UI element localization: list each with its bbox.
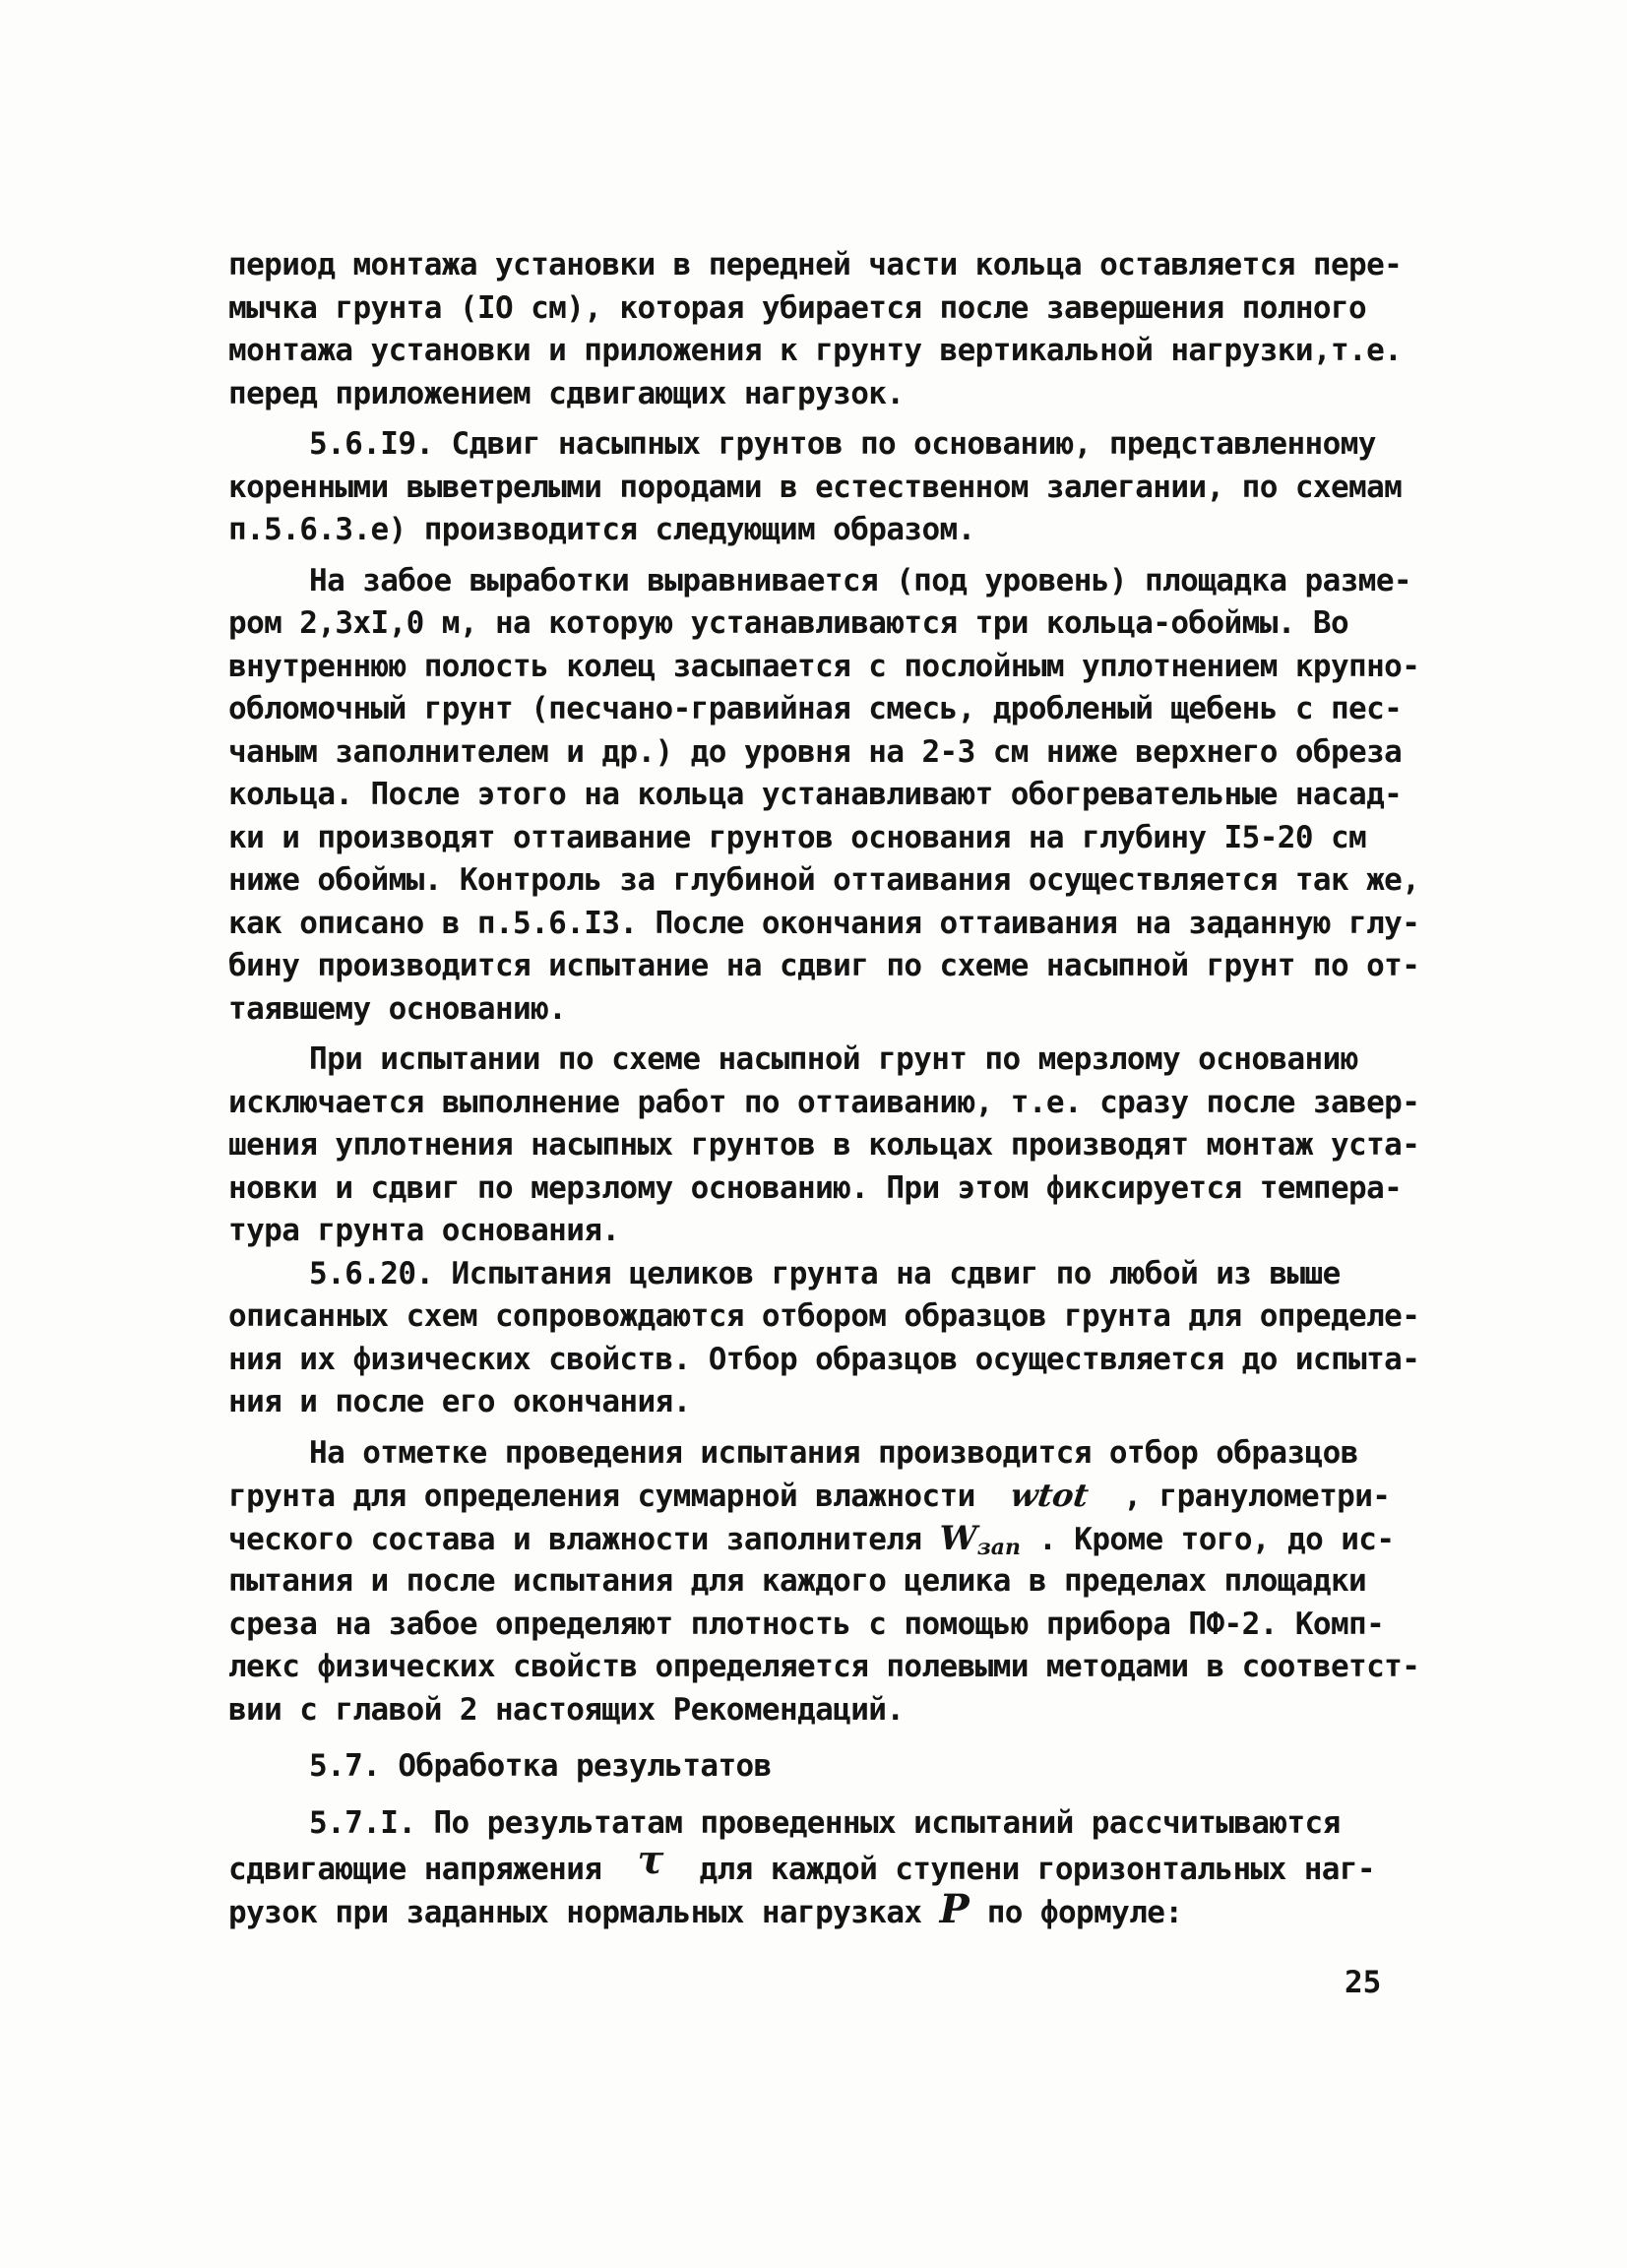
text-line: ния и после его окончания. <box>228 1384 691 1419</box>
text-line-with-symbol <box>228 1518 1409 1561</box>
text-line: период монтажа установки в передней части кольца оставляется пере- <box>228 247 1403 283</box>
text-line: кольца. После этого на кольца устанавливают обогревательные насад- <box>228 777 1403 812</box>
text-line: монтажа установки и приложения к грунту вертикальной нагрузки,т.е. <box>228 333 1403 368</box>
w-tot-subscript: tot <box>1034 1477 1092 1514</box>
text-fragment: по формуле: <box>986 1894 1183 1930</box>
section-5-7-1-heading-line: 5.7.I. По результатам проведенных испытаний рассчитываются <box>309 1804 1341 1841</box>
p-symbol: P <box>939 1885 970 1932</box>
text-line: обломочный грунт (песчано-гравийная смесь, дробленый щебень с пес- <box>228 691 1403 726</box>
text-line: среза на забое определяют плотность с помощью прибора ПФ-2. Комп- <box>228 1606 1385 1642</box>
text-line: При испытании по схеме насыпной грунт по мерзлому основанию <box>309 1041 1358 1077</box>
text-fragment: сдвигающие напряжения <box>228 1852 602 1887</box>
section-5-6-19-heading-line: 5.6.I9. Сдвиг насыпных грунтов по основанию, представленному <box>309 426 1376 462</box>
text-line: На забое выработки выравнивается (под уровень) площадка разме- <box>309 562 1411 598</box>
text-line: п.5.6.3.е) производится следующим образом. <box>228 512 975 547</box>
text-line: ниже обоймы. Контроль за глубиной оттаивания осуществляется так же, <box>228 862 1420 898</box>
text-line: исключается выполнение работ по оттаиванию, т.е. сразу после завер- <box>228 1084 1420 1120</box>
text-line: описанных схем сопровождаются отбором образцов грунта для определе- <box>228 1298 1420 1334</box>
text-fragment: для каждой ступени горизонтальных наг- <box>699 1852 1375 1887</box>
text-line: таявшему основанию. <box>228 990 567 1027</box>
text-line: На отметке проведения испытания производится отбор образцов <box>309 1434 1358 1471</box>
text-line: чаным заполнителем и др.) до уровня на 2-3 см ниже верхнего обреза <box>228 733 1403 770</box>
text-fragment: грунта для определения суммарной влажности <box>228 1479 975 1514</box>
text-line: вии с главой 2 настоящих Рекомендаций. <box>228 1691 905 1728</box>
text-line: внутреннюю полость колец засыпается с послойным уплотнением крупно- <box>228 648 1420 684</box>
section-5-6-20-heading-line: 5.6.20. Испытания целиков грунта на сдвиг по любой из выше <box>309 1255 1341 1292</box>
text-line: пытания и после испытания для каждого целика в пределах площадки <box>228 1563 1367 1599</box>
tau-symbol: τ <box>637 1837 664 1883</box>
section-5-7-heading: 5.7. Обработка результатов <box>309 1748 772 1784</box>
text-line: как описано в п.5.6.I3. После окончания оттаивания на заданную глу- <box>228 905 1420 941</box>
w-tot-symbol <box>1008 1475 1092 1518</box>
text-line: бину производится испытание на сдвиг по схеме насыпной грунт по от- <box>228 948 1420 983</box>
text-fragment: . Кроме того, до ис- <box>1038 1521 1395 1557</box>
text-line: шения уплотнения насыпных грунтов в кольцах производят монтаж уста- <box>228 1127 1420 1163</box>
w-zap-subscript: зап <box>976 1534 1022 1560</box>
text-line-with-symbol <box>228 1475 1409 1518</box>
text-line: тура грунта основания. <box>228 1213 620 1248</box>
text-line: ки и производят оттаивание грунтов основания на глубину I5-20 см <box>228 819 1367 855</box>
text-fragment: , гранулометри- <box>1123 1479 1391 1514</box>
w-tot-letter: w <box>1008 1477 1041 1514</box>
text-line: коренными выветрелыми породами в естественном залегании, по схемам <box>228 469 1403 505</box>
text-line: перед приложением сдвигающих нагрузок. <box>228 375 905 411</box>
text-line: лекс физических свойств определяется полевыми методами в соответст- <box>228 1649 1420 1684</box>
text-line: мычка грунта (IO см), которая убирается после завершения полного <box>228 289 1367 326</box>
text-line-with-symbol <box>228 1885 1409 1932</box>
text-fragment: рузок при заданных нормальных нагрузках <box>228 1894 922 1930</box>
text-line-with-symbol <box>228 1837 1409 1888</box>
text-fragment: ческого состава и влажности заполнителя <box>228 1521 922 1557</box>
text-line: ния их физических свойств. Отбор образцов осуществляется до испыта- <box>228 1341 1420 1377</box>
page-number: 25 <box>1345 1965 1382 2000</box>
w-zap-letter: W <box>939 1518 977 1558</box>
text-line: новки и сдвиг по мерзлому основанию. При этом фиксируется темпера- <box>228 1169 1403 1206</box>
body-text <box>228 244 1420 1932</box>
text-line: ром 2,3хI,0 м, на которую устанавливаются три кольца-обоймы. Во <box>228 605 1349 641</box>
